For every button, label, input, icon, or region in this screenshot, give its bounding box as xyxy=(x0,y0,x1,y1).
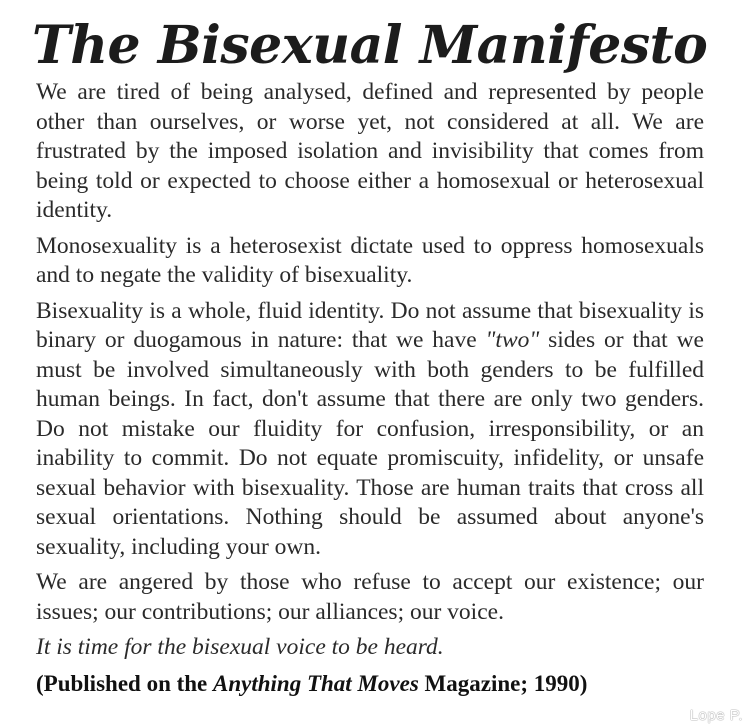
paragraph-3-part-1: Bisexuality is a whole, fluid identity. Do not assume that bisexuality is binary or duogamous in nature: that we have xyxy=(36,297,704,353)
paragraph-2: Monosexuality is a heterosexist dictate used to oppress homosexuals and to negate the validity of bisexuality. xyxy=(36,232,704,288)
publication-suffix: Magazine; 1990) xyxy=(418,670,588,696)
author-watermark: Lope P. xyxy=(689,707,743,724)
paragraph-3-emphasis: "two" xyxy=(485,327,540,353)
closing-statement: It is time for the bisexual voice to be heard. xyxy=(36,634,444,660)
paragraph-4: We are angered by those who refuse to accept our existence; our issues; our contributions; our alliances; our voice. xyxy=(36,569,704,625)
page-title: The Bisexual Manifesto xyxy=(32,15,708,76)
publication-magazine: Anything That Moves xyxy=(213,670,419,696)
paragraph-1: We are tired of being analysed, defined and represented by people other than ourselves, or worse yet, not considered at all. We are frustrated by the imposed isolation and invisibility that comes from being told or expected to choose either a homosexual or heterosexual identity. xyxy=(36,79,704,223)
publication-prefix: (Published on the xyxy=(36,670,214,696)
manifesto-body xyxy=(36,78,704,704)
paragraph-3 xyxy=(36,297,704,563)
publication-note xyxy=(36,669,704,699)
paragraph-3-part-2: sides or that we must be involved simultaneously with both genders to be fulfilled human beings. In fact, don't assume that there are only two genders. Do not mistake our fluidity for confusion, irresponsibility, or an inability to commit. Do not equate promiscuity, infidelity, or unsafe sexual behavior with bisexuality. Those are human traits that cross all sexual orientations. Nothing should be assumed about anyone's sexuality, including your own. xyxy=(36,327,704,560)
